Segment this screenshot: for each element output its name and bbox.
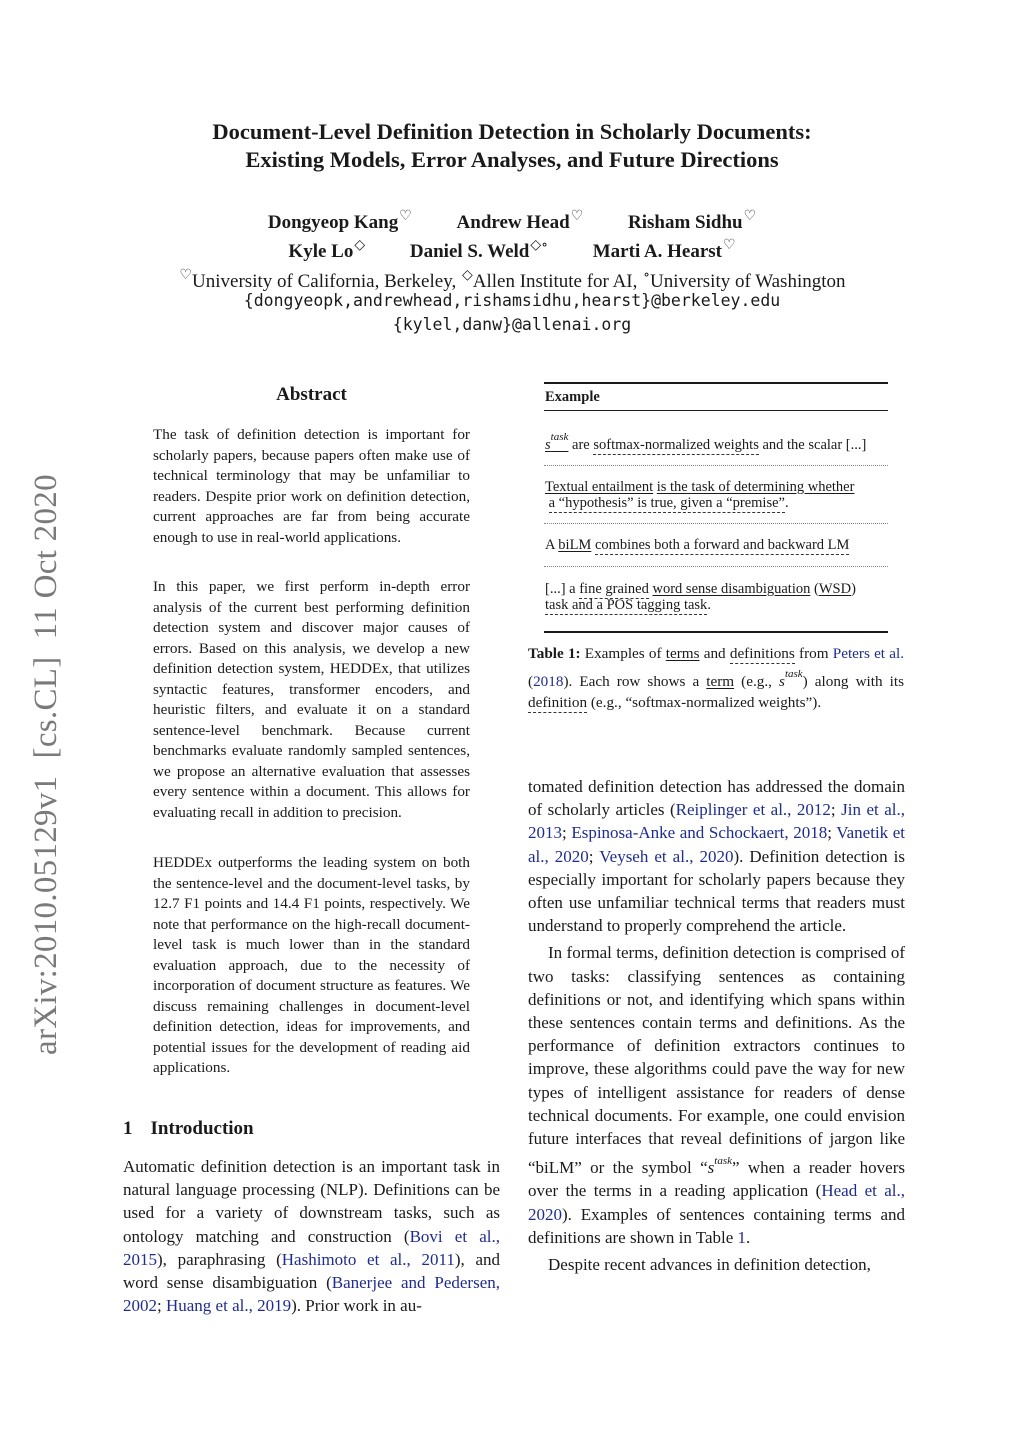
abstract-paragraph-3: HEDDEx outperforms the leading system on both the sentence-level and the document-level tasks, by 12.7 F1 points and 14.4 F1 points, respectively. We note that performance on the high-recall document-level task is much lower than in the standard evaluation approach, due to the necessity of incorporation of document structure as features. We discuss remaining challenges in document-level definition detection, ideas for improvements, and potential issues for the development of reading aid applications. — [153, 854, 470, 1076]
author-name: Kyle Lo◇ — [288, 238, 366, 262]
title-line-2: Existing Models, Error Analyses, and Future Directions — [245, 147, 779, 172]
citation-link[interactable]: Bovi et al., 2015 — [123, 1226, 500, 1269]
table-row: A biLM combines both a forward and backward LM — [545, 537, 850, 553]
table-row: Textual entailment is the task of determining whether a “hypothesis” is true, given a “premise”. — [545, 479, 855, 511]
author-name: Daniel S. Weld◇∘ — [409, 238, 548, 262]
abstract-paragraph-2: In this paper, we first perform in-depth error analysis of the current best performing definition detection system and discover major causes of errors. Based on this analysis, we develop a new definition detection system, HEDDEx, that utilizes syntactic features, transformer encoders, and heuristic filters, and evaluate it on a standard sentence-level benchmark. Because current benchmarks evaluate randomly sampled sentences, we propose an alternative evaluation that assesses every sentence within a document. This allows for evaluating recall in addition to precision. — [153, 578, 470, 821]
email-line-1: {dongyeopk,andrewhead,rishamsidhu,hearst}@berkeley.edu — [243, 291, 781, 310]
term-span: word sense disambiguation — [652, 581, 811, 597]
citation-link[interactable]: Banerjee and Pedersen, 2002 — [123, 1273, 500, 1316]
term-span: term — [706, 673, 735, 690]
table-header: Example — [545, 389, 600, 405]
citation-link[interactable]: Peters et al. — [832, 645, 904, 662]
author-row-1 — [0, 205, 1024, 235]
paragraph: Despite recent advances in definition detection, — [548, 1255, 871, 1275]
citation-link[interactable]: Head et al., 2020 — [528, 1181, 905, 1224]
paragraph: In formal terms, definition detection is comprised of two tasks: classifying sentences as containing definitions or not, and identifying which spans within these sentences contain terms and definitions. As the performance of definition extractors continues to improve, these algorithms could pave the way for new types of intelligent assistance for readers of dense technical documents. For example, one could envision future interfaces that reveal definitions of jargon like “biLM” or the symbol “$s^{task}$” when a reader hovers over the terms in a reading application (Head et al., 2020). Examples of sentences containing terms and definitions are shown in Table 1. — [528, 943, 905, 1247]
definition-span: definitions — [729, 645, 795, 662]
author-name: Dongyeop Kang♡ — [267, 209, 412, 233]
definition-span: fine grained — [579, 581, 649, 597]
right-column-text — [528, 775, 905, 1276]
definition-span: softmax-normalized weights — [593, 437, 759, 453]
abstract-paragraph-1: The task of definition detection is important for scholarly papers, because papers often make use of technical terminology that may be unfamiliar to readers. Despite prior work on definition detection, current approaches are far from being accurate enough to use in real-world applications. — [153, 426, 470, 546]
citation-link[interactable]: Hashimoto et al., 2011 — [281, 1249, 455, 1269]
table-row: $s^{task}$ are softmax-normalized weights and the scalar [...] — [545, 431, 867, 453]
intro-paragraph: Automatic definition detection is an important task in natural language processing (NLP). Definitions can be used for a variety of downstream tasks, such as ontology matching and construction (Bovi et al., 2015), paraphrasing (Hashimoto et al., 2011), and word sense disambiguation (Banerjee and Pedersen, 2002; Huang et al., 2019). Prior work in au- — [123, 1157, 500, 1316]
table-row: [...] a fine grained word sense disambiguation (WSD) task and a POS tagging task. — [545, 581, 856, 613]
term-span: terms — [665, 645, 700, 662]
term-abbreviation: WSD — [818, 581, 852, 597]
table-reference-link[interactable]: 1 — [737, 1227, 747, 1247]
term-span: Textual entailment — [545, 479, 654, 495]
author-name: Marti A. Hearst♡ — [592, 238, 736, 262]
table-caption: Table 1: Examples of terms and definitions from Peters et al. (2018). Each row shows a term (e.g., $s^{task}$) along with its definition (e.g., “softmax-normalized weights”). — [528, 645, 904, 711]
definition-span: is the task of determining whether — [656, 479, 855, 495]
term-symbol: s — [779, 673, 785, 690]
title-line-1: Document-Level Definition Detection in Scholarly Documents: — [212, 119, 812, 144]
citation-link[interactable]: Vanetik et al., 2020 — [528, 823, 906, 866]
paragraph: tomated definition detection has addressed the domain of scholarly articles (Reiplinger et al., 2012; Jin et al., 2013; Espinosa-Anke and Schockaert, 2018; Vanetik et al., 2020; Veyseh et al., 2020). Definition detection is especially important for scholarly papers because they often use unfamiliar technical terms that readers must understand to properly comprehend the article. — [528, 777, 906, 936]
email-line-2: {kylel,danw}@allenai.org — [392, 315, 632, 334]
paper-title — [0, 118, 1024, 174]
abstract-heading: Abstract — [276, 384, 347, 405]
citation-link[interactable]: 2018 — [533, 673, 564, 690]
author-name: Andrew Head♡ — [456, 209, 584, 233]
term-span: biLM — [558, 537, 592, 553]
citation-link[interactable]: Espinosa-Anke and Schockaert, 2018 — [571, 823, 828, 843]
definition-span: task and a POS tagging task — [545, 597, 708, 613]
caption-label: Table 1: — [528, 645, 581, 662]
table-1 — [544, 382, 888, 633]
affiliations: ♡University of California, Berkeley, ◇Allen Institute for AI, ∘University of Washington — [179, 268, 846, 292]
definition-span: a “hypothesis” is true, given a “premise” — [548, 495, 785, 511]
citation-link[interactable]: Veyseh et al., 2020 — [599, 846, 734, 866]
definition-span: combines both a forward and backward LM — [594, 537, 850, 553]
citation-link[interactable]: Reiplinger et al., 2012 — [675, 800, 831, 820]
table-bottom-rule — [544, 631, 888, 633]
citation-link[interactable]: Jin et al., 2013 — [528, 800, 905, 843]
author-name: Risham Sidhu♡ — [628, 209, 757, 233]
section-heading-introduction: 1 Introduction — [123, 1118, 254, 1139]
author-row-2 — [0, 234, 1024, 264]
arxiv-stamp: arXiv:2010.05129v1 [cs.CL] 11 Oct 2020 — [28, 474, 64, 1055]
definition-span: definition — [528, 694, 588, 711]
term-symbol: s — [707, 1158, 715, 1178]
citation-link[interactable]: Huang et al., 2019 — [165, 1296, 292, 1316]
term-symbol: $s^{task}$ — [545, 431, 569, 453]
